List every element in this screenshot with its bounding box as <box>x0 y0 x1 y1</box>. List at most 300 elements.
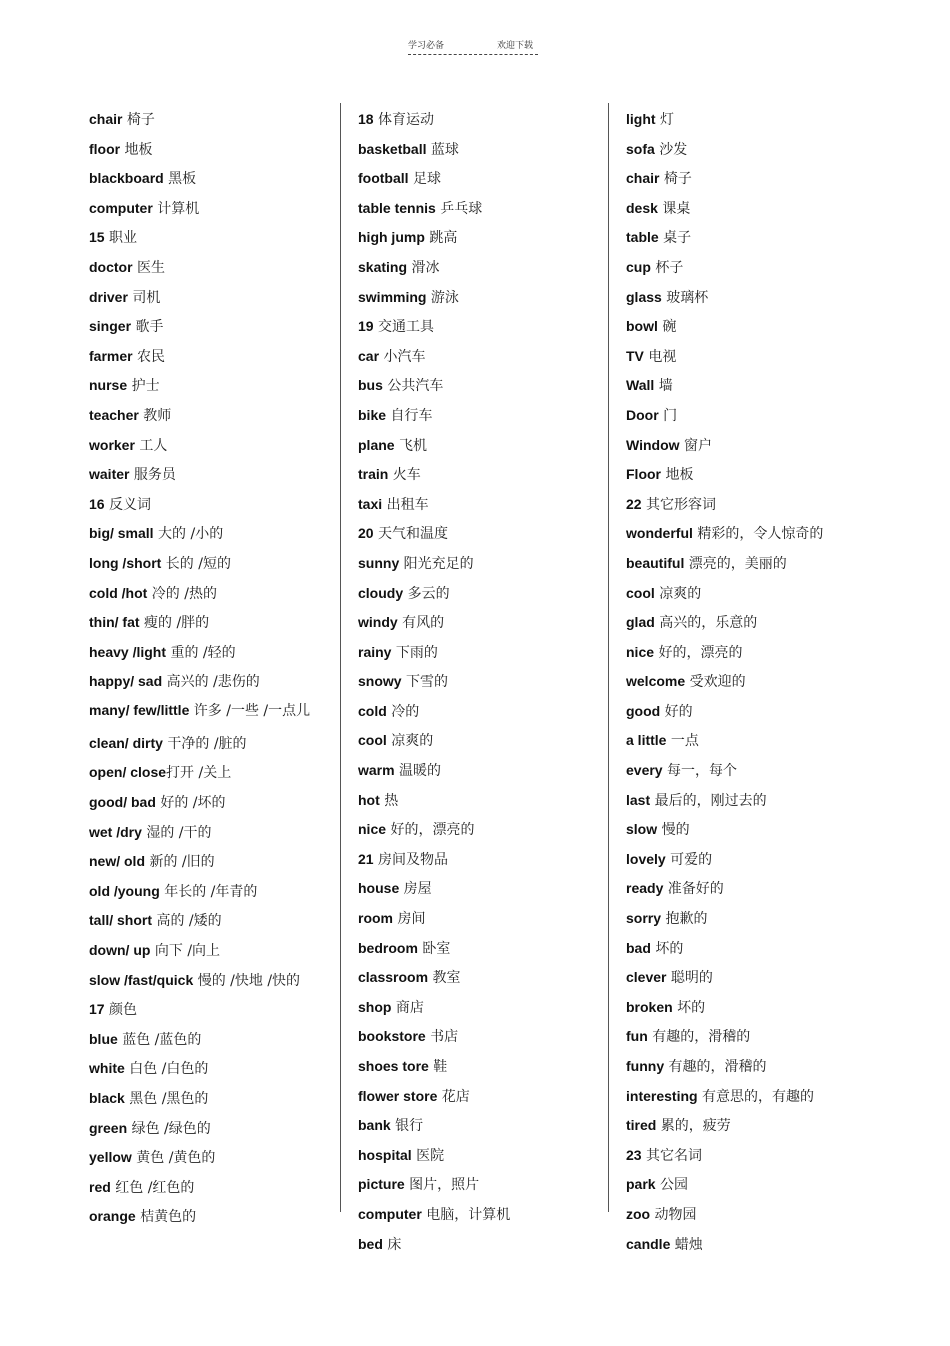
vocab-word: every <box>626 762 663 779</box>
vocab-entry <box>358 312 598 342</box>
vocab-entry <box>358 874 598 904</box>
vocab-word: computer <box>89 199 153 216</box>
vocab-entry <box>358 1170 598 1200</box>
vocab-translation: 电视 <box>643 348 677 365</box>
vocab-word: teacher <box>89 406 139 423</box>
vocab-entry <box>626 1141 866 1171</box>
vocab-word: big/ small <box>89 525 154 542</box>
vocab-translation: 服务员 <box>129 467 176 484</box>
vocab-word: bed <box>358 1235 383 1252</box>
vocab-word: clever <box>626 969 667 986</box>
vocab-translation: 好的，漂亮的 <box>654 644 743 661</box>
vocab-translation: 职业 <box>104 230 138 247</box>
vocab-translation: 好的 /坏的 <box>155 795 226 812</box>
vocab-translation: 聪明的 <box>666 970 713 987</box>
vocab-entry <box>89 877 329 907</box>
vocab-word: waiter <box>89 466 130 483</box>
vocab-entry <box>358 194 598 224</box>
vocab-translation: 医院 <box>411 1147 445 1164</box>
vocab-translation: 杯子 <box>650 259 684 276</box>
vocab-translation: 黑色 /黑色的 <box>124 1091 209 1107</box>
vocab-translation: 地板 <box>120 141 153 158</box>
vocab-translation: 累的，疲劳 <box>656 1118 731 1135</box>
vocab-translation: 计算机 <box>152 200 200 217</box>
vocab-translation: 房间及物品 <box>373 851 449 868</box>
vocab-entry <box>626 667 866 697</box>
vocab-word: driver <box>89 288 128 305</box>
vocab-translation: 温暖的 <box>394 763 442 780</box>
vocab-word: plane <box>358 436 395 453</box>
vocab-entry <box>89 431 329 461</box>
vocab-word: beautiful <box>626 554 685 571</box>
vocab-translation: 热 <box>379 792 399 809</box>
vocab-entry <box>89 995 329 1025</box>
vocab-word: 15 <box>89 229 105 246</box>
vocab-translation: 公园 <box>655 1177 689 1194</box>
vocab-word: sofa <box>626 140 655 157</box>
vocab-translation: 护士 <box>127 378 160 395</box>
vocab-word: hot <box>358 791 380 808</box>
vocab-entry <box>626 460 866 490</box>
vocab-entry <box>358 1111 598 1141</box>
vocab-entry <box>358 845 598 875</box>
vocab-entry <box>626 194 866 224</box>
vocab-entry <box>89 818 329 848</box>
vocab-entry <box>89 1054 329 1084</box>
vocab-word: classroom <box>358 969 429 986</box>
vocab-translation: 蓝球 <box>426 141 459 158</box>
vocab-entry <box>89 194 329 224</box>
vocab-translation: 跳高 <box>424 230 458 247</box>
vocab-word: yellow <box>89 1149 132 1166</box>
vocab-entry <box>89 490 329 520</box>
vocab-translation: 凉爽的 <box>654 585 702 602</box>
vocab-entry <box>626 904 866 934</box>
vocab-word: zoo <box>626 1205 651 1222</box>
vocab-translation: 其它名词 <box>641 1147 703 1164</box>
vocab-word: 18 <box>358 111 374 127</box>
vocab-word: floor <box>89 140 121 157</box>
vocab-translation: 一点 <box>666 733 699 750</box>
vocab-word: chair <box>89 111 123 127</box>
vocab-word: shop <box>358 998 392 1015</box>
vocab-translation: 自行车 <box>386 407 433 424</box>
vocab-entry <box>89 847 329 877</box>
vocab-translation: 小汽车 <box>379 348 426 365</box>
vocab-word: blue <box>89 1030 118 1047</box>
vocab-entry <box>89 519 329 549</box>
vocab-translation: 椅子 <box>659 171 692 188</box>
vocab-word: white <box>89 1060 125 1077</box>
vocab-word: wet /dry <box>89 823 142 840</box>
vocab-entry <box>89 1202 329 1232</box>
vocab-entry <box>626 371 866 401</box>
vocab-translation: 长的 /短的 <box>161 555 231 572</box>
vocab-translation: 灯 <box>655 112 674 128</box>
vocab-entry <box>626 253 866 283</box>
vocab-entry <box>89 579 329 609</box>
vocab-translation: 漂亮的，美丽的 <box>684 555 787 572</box>
vocab-word: bad <box>626 939 651 956</box>
vocab-entry <box>358 786 598 816</box>
vocab-entry <box>89 1025 329 1055</box>
vocab-entry <box>89 460 329 490</box>
vocab-entry <box>358 135 598 165</box>
vocab-translation: 精彩的，令人惊奇的 <box>692 526 824 543</box>
vocab-entry <box>89 1114 329 1144</box>
vocab-word: swimming <box>358 288 427 305</box>
vocab-translation: 有风的 <box>397 615 445 632</box>
vocab-translation: 白色 /白色的 <box>124 1061 209 1078</box>
vocab-translation: 门 <box>658 407 678 424</box>
vocab-entry <box>89 549 329 579</box>
vocab-entry <box>89 608 329 638</box>
vocab-entry <box>89 638 329 668</box>
vocab-word: good/ bad <box>89 794 156 811</box>
vocab-entry <box>89 312 329 342</box>
header-dashed-rule <box>408 54 538 55</box>
vocab-word: TV <box>626 347 644 364</box>
vocab-entry <box>358 638 598 668</box>
vocab-translation: 飞机 <box>394 437 428 454</box>
vocab-entry <box>358 667 598 697</box>
vocab-entry <box>626 135 866 165</box>
vocab-translation: 好的，漂亮的 <box>386 822 475 839</box>
vocab-word: 23 <box>626 1146 642 1163</box>
vocab-entry <box>626 756 866 786</box>
vocab-word: picture <box>358 1176 405 1193</box>
vocab-word: 17 <box>89 1001 105 1018</box>
vocab-translation: 年长的 /年青的 <box>159 883 258 900</box>
vocab-word: bus <box>358 377 383 394</box>
vocab-translation: 天气和温度 <box>373 526 449 543</box>
vocab-translation: 蓝色 /蓝色的 <box>117 1031 202 1048</box>
vocab-entry <box>89 371 329 401</box>
vocab-entry <box>358 697 598 727</box>
vocab-entry <box>358 283 598 313</box>
vocab-translation: 卧室 <box>417 940 451 957</box>
vocab-word: broken <box>626 998 673 1015</box>
vocab-word: tired <box>626 1117 657 1134</box>
vocab-word: sunny <box>358 554 400 571</box>
vocab-entry <box>626 726 866 756</box>
page-header <box>408 38 538 56</box>
vocab-translation: 交通工具 <box>373 319 435 336</box>
vocab-entry <box>358 963 598 993</box>
header-right-text: 欢迎下载 <box>497 41 534 51</box>
vocab-entry <box>626 638 866 668</box>
vocab-translation: 许多 /一些 /一点儿 <box>189 702 311 719</box>
vocab-word: car <box>358 347 380 364</box>
vocab-word: nurse <box>89 377 128 394</box>
vocab-word: doctor <box>89 258 133 275</box>
vocab-entry <box>626 283 866 313</box>
vocab-entry <box>358 756 598 786</box>
vocab-translation: 司机 <box>127 289 161 306</box>
vocab-word: chair <box>626 170 660 187</box>
vocab-translation: 动物园 <box>650 1206 697 1223</box>
vocab-translation: 新的 /旧的 <box>145 854 215 871</box>
vocab-word: snowy <box>358 673 402 690</box>
vocab-entry <box>358 490 598 520</box>
vocab-word: table <box>626 229 659 246</box>
vocab-translation: 商店 <box>391 999 424 1016</box>
vocab-translation: 床 <box>382 1236 402 1253</box>
vocab-entry <box>358 1022 598 1052</box>
vocab-word: farmer <box>89 347 133 364</box>
vocab-entry <box>358 401 598 431</box>
vocab-word: sorry <box>626 910 662 927</box>
vocab-word: train <box>358 466 389 483</box>
vocab-word: clean/ dirty <box>89 734 163 751</box>
vocab-word: bank <box>358 1117 391 1134</box>
vocab-entry <box>358 460 598 490</box>
vocab-translation: 工人 <box>134 437 168 454</box>
vocab-entry <box>358 164 598 194</box>
vocab-word: Window <box>626 436 680 453</box>
vocab-entry <box>358 1052 598 1082</box>
vocab-word: cold <box>358 702 387 719</box>
vocab-entry <box>626 431 866 461</box>
vocab-entry <box>358 342 598 372</box>
vocab-word: good <box>626 702 661 719</box>
vocab-word: slow /fast/quick <box>89 971 194 988</box>
vocab-entry <box>358 1082 598 1112</box>
vocab-word: nice <box>358 821 387 838</box>
vocab-translation: 花店 <box>437 1088 470 1105</box>
vocab-translation: 房间 <box>393 911 426 928</box>
vocab-translation: 沙发 <box>654 141 688 158</box>
vocab-entry <box>89 966 329 996</box>
vocab-translation: 游泳 <box>426 289 459 306</box>
vocab-word: slow <box>626 821 658 838</box>
vocab-word: Wall <box>626 377 655 394</box>
vocab-translation: 抱歉的 <box>661 911 708 928</box>
vocab-translation: 教师 <box>138 407 172 424</box>
vocab-translation: 碗 <box>657 319 677 336</box>
vocab-word: old /young <box>89 882 160 899</box>
vocab-word: Floor <box>626 466 661 483</box>
vocab-word: high jump <box>358 229 425 246</box>
vocab-word: interesting <box>626 1087 698 1104</box>
vocab-word: ready <box>626 880 664 897</box>
vocab-entry <box>358 993 598 1023</box>
vocab-word: worker <box>89 436 135 453</box>
vocab-entry <box>358 223 598 253</box>
vocab-translation: 其它形容词 <box>641 496 717 513</box>
vocab-translation: 图片，照片 <box>404 1177 480 1194</box>
vocab-column-3 <box>626 105 866 1259</box>
vocab-word: park <box>626 1176 656 1193</box>
vocab-word: red <box>89 1178 111 1195</box>
vocab-translation: 窗户 <box>679 437 712 454</box>
vocab-word: black <box>89 1090 125 1106</box>
vocab-translation: 反义词 <box>104 496 152 513</box>
vocab-translation: 地板 <box>661 467 694 484</box>
vocab-entry <box>358 726 598 756</box>
vocab-entry <box>626 312 866 342</box>
vocab-entry <box>89 253 329 283</box>
vocab-translation: 足球 <box>408 171 441 188</box>
vocab-word: computer <box>358 1205 422 1222</box>
vocab-entry <box>626 549 866 579</box>
vocab-word: welcome <box>626 673 686 690</box>
vocab-translation: 慢的 <box>657 822 690 839</box>
vocab-entry <box>89 105 329 135</box>
vocab-translation: 最后的，刚过去的 <box>650 792 767 809</box>
vocab-entry <box>89 788 329 818</box>
vocab-entry <box>626 1170 866 1200</box>
vocab-translation: 桌子 <box>658 230 692 247</box>
vocab-entry <box>626 1022 866 1052</box>
vocab-word: fun <box>626 1028 648 1045</box>
vocab-word: taxi <box>358 495 383 512</box>
vocab-translation: 干净的 /脏的 <box>162 735 247 752</box>
vocab-entry <box>358 105 598 135</box>
vocab-entry <box>358 1230 598 1260</box>
vocab-column-2 <box>358 105 598 1259</box>
vocab-translation: 墙 <box>654 378 673 395</box>
vocab-entry <box>89 729 329 759</box>
vocab-word: last <box>626 791 651 808</box>
vocab-entry <box>626 963 866 993</box>
vocab-entry <box>626 815 866 845</box>
vocab-translation: 下雪的 <box>401 674 449 691</box>
vocab-translation: 椅子 <box>122 112 155 128</box>
vocab-entry <box>626 786 866 816</box>
vocab-entry <box>358 519 598 549</box>
vocab-word: open/ close <box>89 764 167 781</box>
vocab-translation: 多云的 <box>403 585 450 602</box>
vocab-word: shoes tore <box>358 1058 429 1074</box>
vocab-translation: 农民 <box>132 348 166 365</box>
vocab-translation: 大的 /小的 <box>153 526 224 543</box>
vocab-entry <box>89 283 329 313</box>
vocab-translation: 有趣的，滑稽的 <box>664 1059 767 1075</box>
vocab-entry <box>626 1111 866 1141</box>
vocab-translation: 坏的 <box>672 999 706 1016</box>
vocab-word: down/ up <box>89 942 151 959</box>
vocab-translation: 颜色 <box>104 1002 138 1019</box>
vocab-translation: 红色 /红色的 <box>110 1179 195 1196</box>
vocab-entry <box>89 667 329 697</box>
vocab-translation: 凉爽的 <box>386 733 434 750</box>
vocab-translation: 滑冰 <box>407 259 440 276</box>
vocab-translation: 玻璃杯 <box>661 289 709 306</box>
vocab-translation: 每一，每个 <box>662 763 738 780</box>
vocab-entry <box>626 874 866 904</box>
vocab-entry <box>358 579 598 609</box>
vocab-entry <box>358 431 598 461</box>
header-left-text: 学习必备 <box>408 41 445 51</box>
vocab-entry <box>626 1200 866 1230</box>
vocab-word: heavy /light <box>89 643 167 660</box>
vocab-entry <box>358 371 598 401</box>
vocab-word: cool <box>358 732 387 749</box>
vocab-translation: 出租车 <box>382 496 429 513</box>
vocab-word: new/ old <box>89 853 145 870</box>
vocab-entry <box>89 1084 329 1114</box>
vocab-translation: 慢的 /快地 /快的 <box>193 972 301 989</box>
vocab-translation: 课桌 <box>657 200 691 217</box>
vocab-translation: 书店 <box>425 1029 459 1046</box>
column-divider <box>608 103 609 1212</box>
vocab-translation: 桔黄色的 <box>135 1209 197 1226</box>
vocab-entry <box>626 490 866 520</box>
vocab-translation: 冷的 /热的 <box>147 585 217 602</box>
vocab-translation: 有意思的，有趣的 <box>697 1088 815 1105</box>
vocab-translation: 好的 <box>660 703 693 720</box>
vocab-translation: 公共汽车 <box>382 378 444 395</box>
vocab-word: cold /hot <box>89 584 148 601</box>
vocab-translation: 坏的 <box>650 940 684 957</box>
vocab-translation: 教室 <box>428 970 461 987</box>
vocab-word: bowl <box>626 318 658 335</box>
vocab-entry <box>626 223 866 253</box>
vocab-translation: 房屋 <box>399 881 432 898</box>
vocab-word: 20 <box>358 525 374 542</box>
vocab-translation: 绿色 /绿色的 <box>127 1120 211 1137</box>
vocab-entry <box>626 1230 866 1260</box>
vocab-translation: 乒乓球 <box>435 200 483 217</box>
vocab-translation: 下雨的 <box>391 644 438 661</box>
vocab-entry <box>89 135 329 165</box>
vocab-word: Door <box>626 406 659 423</box>
vocab-word: bedroom <box>358 939 418 956</box>
vocab-translation: 冷的 <box>386 703 420 720</box>
vocab-word: glass <box>626 288 662 305</box>
vocab-word: warm <box>358 762 395 779</box>
vocab-translation: 受欢迎的 <box>685 674 746 691</box>
vocab-column-1 <box>89 105 329 1232</box>
vocab-word: 19 <box>358 318 374 335</box>
column-divider <box>340 103 341 1212</box>
vocab-translation: 黑板 <box>163 171 197 188</box>
vocab-entry <box>89 164 329 194</box>
vocab-entry <box>89 223 329 253</box>
vocab-translation: 湿的 /干的 <box>141 824 212 841</box>
vocab-translation: 火车 <box>388 467 421 484</box>
vocab-word: happy/ sad <box>89 673 163 690</box>
vocab-entry <box>626 1052 866 1082</box>
vocab-word: hospital <box>358 1146 412 1163</box>
vocab-translation: 体育运动 <box>373 112 435 128</box>
vocab-word: green <box>89 1119 128 1136</box>
vocab-entry <box>626 934 866 964</box>
vocab-word: desk <box>626 199 658 216</box>
vocab-entry <box>626 845 866 875</box>
vocab-word: cup <box>626 258 651 275</box>
vocab-word: 16 <box>89 495 105 512</box>
vocab-word: bookstore <box>358 1028 426 1045</box>
vocab-word: bike <box>358 406 387 423</box>
vocab-word: house <box>358 880 400 897</box>
vocab-word: lovely <box>626 850 666 867</box>
vocab-entry <box>626 579 866 609</box>
vocab-entry <box>626 342 866 372</box>
vocab-entry <box>626 697 866 727</box>
vocab-entry <box>358 549 598 579</box>
vocab-entry <box>358 1141 598 1171</box>
vocab-word: long /short <box>89 554 162 571</box>
vocab-translation: 准备好的 <box>663 881 724 898</box>
vocab-word: room <box>358 910 393 927</box>
vocab-entry <box>358 608 598 638</box>
vocab-translation: 医生 <box>132 259 166 276</box>
vocab-translation: 向下 /向上 <box>150 943 221 960</box>
vocab-entry <box>89 401 329 431</box>
vocab-word: many/ few/little <box>89 701 190 718</box>
